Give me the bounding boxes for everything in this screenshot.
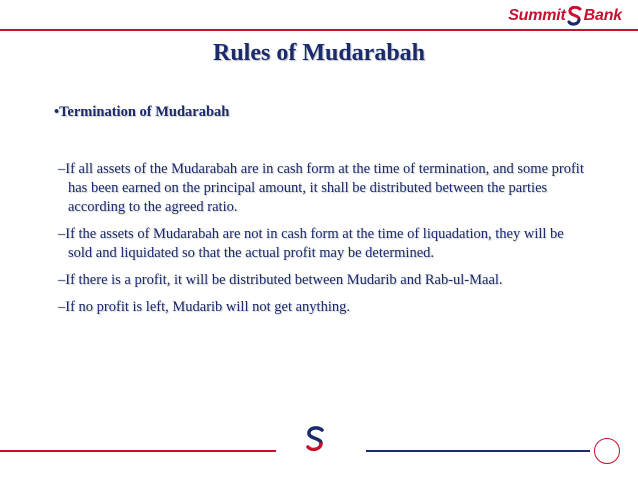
list-item: –If no profit is left, Mudarib will not get anything. — [58, 299, 350, 315]
points-list — [58, 160, 588, 325]
page-number-badge — [594, 438, 620, 464]
list-item: –If all assets of the Mudarabah are in cash form at the time of termination, and some profit has been earned on the principal amount, it shall be distributed between the parties according to the agreed ratio. — [58, 161, 584, 215]
section-heading: •Termination of Mudarabah — [54, 104, 230, 120]
logo-word-summit: Summit — [508, 7, 566, 24]
summit-s-icon — [567, 6, 583, 26]
slide-title: Rules of Mudarabah — [212, 40, 426, 66]
list-item: –If there is a profit, it will be distributed between Mudarib and Rab-ul-Maal. — [58, 272, 503, 288]
footer-divider-right — [366, 450, 590, 452]
header-divider — [0, 29, 638, 31]
footer-divider-left — [0, 450, 276, 452]
logo-word-bank: Bank — [583, 7, 622, 24]
list-item: –If the assets of Mudarabah are not in cash form at the time of liquadation, they will be sold and liquidated so that the actual profit may be determined. — [58, 226, 564, 261]
summit-bank-logo — [508, 5, 622, 27]
summit-s-icon — [305, 426, 327, 452]
